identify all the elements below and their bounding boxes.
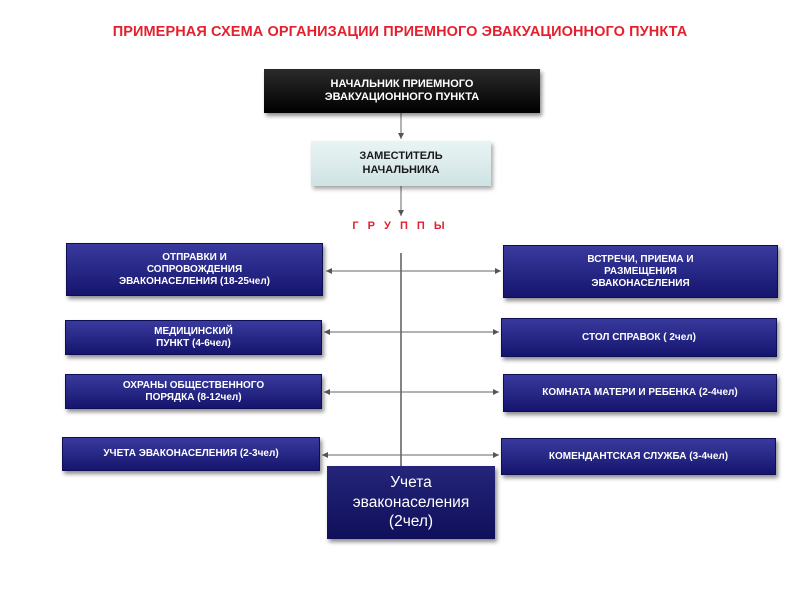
group-box-commandant xyxy=(501,438,776,475)
group-box-mother-child xyxy=(503,374,777,412)
group-box-reception xyxy=(503,245,778,298)
group-label: МЕДИЦИНСКИЙ ПУНКТ (4-6чел) xyxy=(154,325,233,349)
group-box-medical xyxy=(65,320,322,355)
bottom-group-box xyxy=(327,466,495,539)
diagram-title: ПРИМЕРНАЯ СХЕМА ОРГАНИЗАЦИИ ПРИЕМНОГО ЭВАКУАЦИОННОГО ПУНКТА xyxy=(112,24,688,40)
group-label: КОМЕНДАНТСКАЯ СЛУЖБА (3-4чел) xyxy=(548,450,729,462)
group-label: ВСТРЕЧИ, ПРИЕМА И РАЗМЕЩЕНИЯ ЭВАКОНАСЕЛЕНИЯ xyxy=(587,253,694,289)
group-label: КОМНАТА МАТЕРИ И РЕБЕНКА (2-4чел) xyxy=(542,387,738,398)
deputy-box xyxy=(311,141,491,186)
group-label: ОТПРАВКИ И СОПРОВОЖДЕНИЯ ЭВАКОНАСЕЛЕНИЯ (18-25чел) xyxy=(118,251,271,287)
chief-label: НАЧАЛЬНИК ПРИЕМНОГО ЭВАКУАЦИОННОГО ПУНКТА xyxy=(324,77,480,103)
group-label: ОХРАНЫ ОБЩЕСТВЕННОГО ПОРЯДКА (8-12чел) xyxy=(122,379,265,403)
group-box-dispatch xyxy=(66,243,323,296)
chief-box xyxy=(264,69,540,113)
group-box-public-order xyxy=(65,374,322,409)
group-box-info-desk xyxy=(501,318,777,357)
deputy-label: ЗАМЕСТИТЕЛЬ НАЧАЛЬНИКА xyxy=(359,150,443,176)
bottom-group-label: Учета эваконаселения (2чел) xyxy=(352,474,470,531)
group-label: СТОЛ СПРАВОК ( 2чел) xyxy=(582,331,696,343)
group-label: УЧЕТА ЭВАКОНАСЕЛЕНИЯ (2-3чел) xyxy=(103,448,279,459)
group-box-registration xyxy=(62,437,320,471)
groups-label: Г Р У П П Ы xyxy=(352,220,448,232)
